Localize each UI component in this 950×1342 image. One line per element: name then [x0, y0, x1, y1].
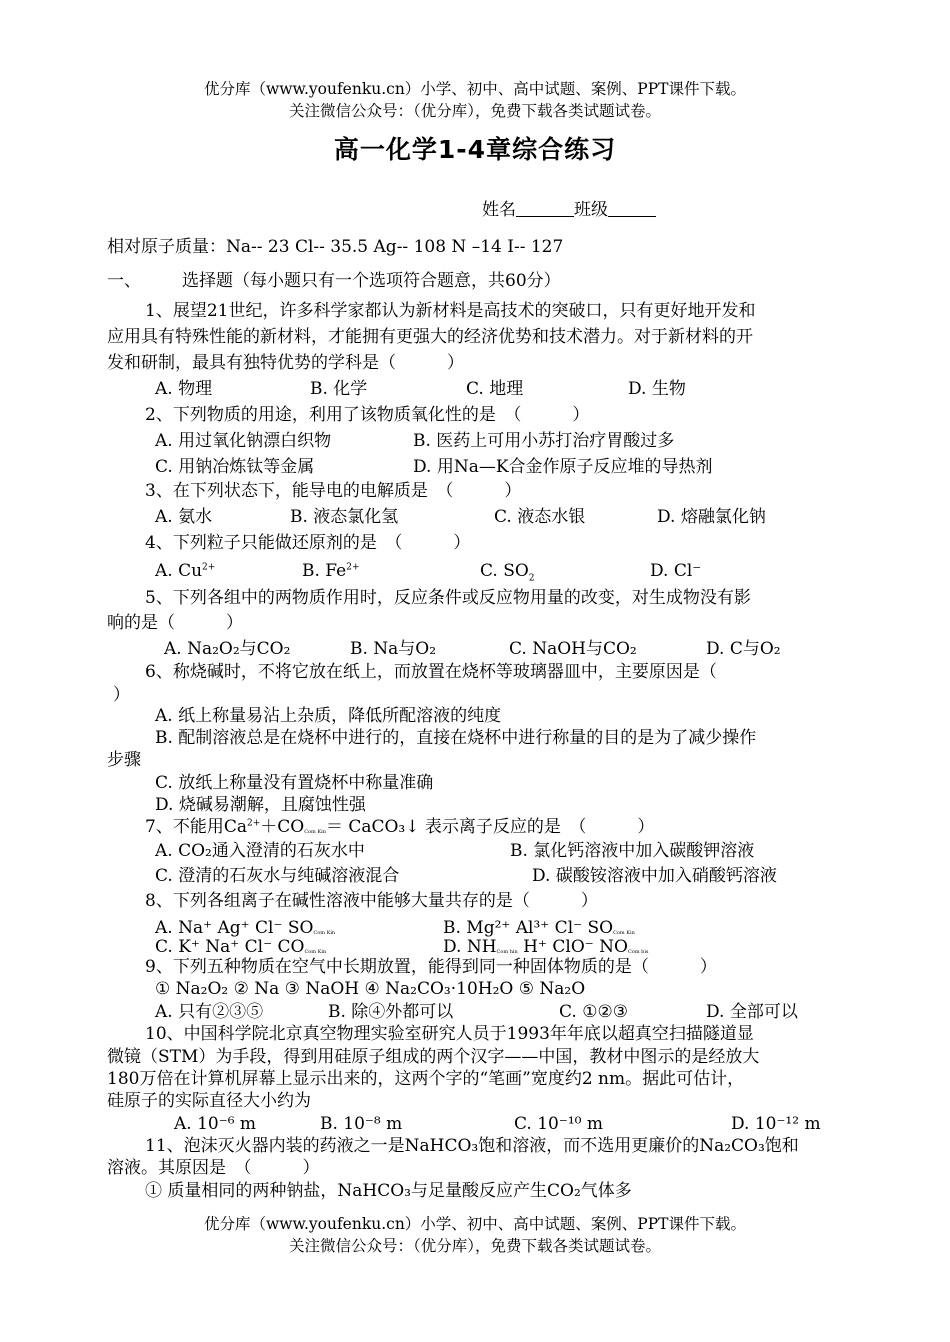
q10-line-2: 微镜（STM）为手段，得到用硅原子组成的两个汉字——中国，教材中图示的是经放大: [107, 1047, 760, 1067]
q9-option-c: C. ①②③: [559, 1002, 628, 1022]
q7-option-c: C. 澄清的石灰水与纯碱溶液混合: [155, 866, 400, 886]
footer-banner: [0, 1213, 950, 1257]
q10-option-d: D. 10⁻¹² m: [731, 1114, 821, 1134]
q4-c-subscript: 2: [528, 573, 535, 584]
q4-option-a: [155, 560, 215, 582]
q7-stem-part-2: ＋CO: [260, 817, 305, 837]
q4-b-charge: 2+: [346, 562, 360, 573]
q11-line-1: 11、泡沫灭火器内装的药液之一是NaHCO₃饱和溶液，而不选用更廉价的Na₂CO₃饱和: [145, 1136, 799, 1156]
q10-option-c: C. 10⁻¹⁰ m: [514, 1114, 603, 1134]
q8-b-text: B. Mg²⁺ Al³⁺ Cl⁻ SO: [443, 918, 614, 938]
q4-option-b: [302, 560, 360, 582]
q7-stem-part-3: ＝ CaCO₃↓ 表示离子反应的是 （ ）: [325, 817, 655, 837]
q6-option-a: A. 纸上称量易沾上杂质，降低所配溶液的纯度: [155, 706, 502, 726]
q8-a-garbled: Com Kin: [313, 930, 336, 936]
name-label: 姓名: [482, 200, 516, 220]
q7-option-d: D. 碳酸铵溶液中加入硝酸钙溶液: [532, 866, 777, 886]
q5-line-2: 响的是（ ）: [107, 613, 243, 633]
q8-stem: 8、下列各组离子在碱性溶液中能够大量共存的是（ ）: [145, 891, 598, 911]
q9-stem: 9、下列五种物质在空气中长期放置，能得到同一种固体物质的是（ ）: [145, 957, 717, 977]
q9-option-a: A. 只有②③⑤: [155, 1002, 264, 1022]
q4-option-d: D. Cl⁻: [650, 561, 702, 581]
q7-option-b: B. 氯化钙溶液中加入碳酸钾溶液: [510, 841, 755, 861]
q4-a-charge: 2+: [202, 562, 216, 573]
q5-option-b: B. Na与O₂: [350, 639, 437, 659]
q2-option-c: C. 用钠冶炼钛等金属: [155, 457, 315, 477]
class-blank: [608, 198, 656, 217]
q8-d-text-rest: H⁺ ClO⁻ NO: [517, 937, 628, 957]
q8-d-garbled-1: Com hin: [496, 949, 518, 955]
q8-d-text: D. NH: [443, 937, 497, 957]
banner-line-1: 优分库（www.youfenku.cn）小学、初中、高中试题、案例、PPT课件下载。: [203, 80, 747, 98]
q1-line-1: 1、展望21世纪，许多科学家都认为新材料是高技术的突破口，只有更好地开发和: [145, 301, 756, 321]
page-title: 高一化学1-4章综合练习: [333, 135, 617, 164]
q6-line-2: ）: [113, 685, 130, 705]
q9-option-d: D. 全部可以: [706, 1002, 798, 1022]
q7-option-a: A. CO₂通入澄清的石灰水中: [155, 841, 365, 861]
q10-line-1: 10、中国科学院北京真空物理实验室研究人员于1993年年底以超真空扫描隧道显: [145, 1024, 754, 1044]
q1-option-c: C. 地理: [466, 379, 524, 399]
q10-option-b: B. 10⁻⁸ m: [320, 1114, 403, 1134]
q5-option-d: D. C与O₂: [706, 639, 781, 659]
q4-option-c: [480, 560, 535, 582]
student-info: [482, 198, 656, 221]
atomic-mass-line: 相对原子质量：Na-- 23 Cl-- 35.5 Ag-- 108 N –14 I-- 127: [107, 237, 564, 257]
header-banner: [0, 78, 950, 122]
q2-option-d: D. 用Na—K合金作原子反应堆的导热剂: [413, 457, 713, 477]
q4-b-text: B. Fe: [302, 561, 347, 581]
q3-option-b: B. 液态氯化氢: [290, 507, 399, 527]
q8-d-garbled-2: Com bis: [627, 949, 649, 955]
q4-c-text: C. SO: [480, 561, 529, 581]
class-label: 班级: [574, 200, 608, 220]
footer-line-2: 关注微信公众号：（优分库），免费下载各类试题试卷。: [288, 1237, 661, 1255]
q6-line-1: 6、称烧碱时，不将它放在纸上，而放置在烧杯等玻璃器皿中，主要原因是（: [145, 662, 717, 682]
q3-stem: 3、在下列状态下，能导电的电解质是 （ ）: [145, 481, 522, 501]
q5-option-a: A. Na₂O₂与CO₂: [164, 639, 291, 659]
q3-option-c: C. 液态水银: [494, 507, 586, 527]
q10-line-3: 180万倍在计算机屏幕上显示出来的，这两个字的“笔画”宽度约2 nm。据此可估计，: [107, 1069, 745, 1089]
q2-stem: 2、下列物质的用途，利用了该物质氧化性的是 （ ）: [145, 405, 590, 425]
q8-a-text: A. Na⁺ Ag⁺ Cl⁻ SO: [155, 918, 314, 938]
q6-option-b-line-1: B. 配制溶液总是在烧杯中进行的，直接在烧杯中进行称量的目的是为了减少操作: [155, 728, 757, 748]
q3-option-a: A. 氨水: [155, 507, 213, 527]
q9-items: ① Na₂O₂ ② Na ③ NaOH ④ Na₂CO₃·10H₂O ⑤ Na₂O: [155, 979, 586, 999]
q4-stem: 4、下列粒子只能做还原剂的是 （ ）: [145, 533, 471, 553]
q8-option-c: [155, 936, 326, 958]
q3-option-d: D. 熔融氯化钠: [657, 507, 766, 527]
section-heading: 选择题（每小题只有一个选项符合题意，共60分）: [182, 271, 561, 291]
q11-line-2: 溶液。其原因是 （ ）: [107, 1158, 320, 1178]
q7-stem: [145, 816, 654, 838]
q1-line-2: 应用具有特殊性能的新材料，才能拥有更强大的经济优势和技术潜力。对于新材料的开: [107, 327, 753, 347]
q2-option-a: A. 用过氧化钠漂白织物: [155, 431, 332, 451]
q1-option-a: A. 物理: [155, 379, 213, 399]
q5-option-c: C. NaOH与CO₂: [509, 639, 637, 659]
q4-a-text: A. Cu: [155, 561, 203, 581]
q1-option-d: D. 生物: [628, 379, 686, 399]
q10-option-a: A. 10⁻⁶ m: [174, 1114, 257, 1134]
q9-option-b: B. 除④外都可以: [328, 1002, 454, 1022]
q7-stem-part-1: 7、不能用Ca: [145, 817, 247, 837]
q8-c-garbled: Com Kin: [304, 949, 327, 955]
q6-option-d: D. 烧碱易潮解，且腐蚀性强: [155, 795, 366, 815]
q8-c-text: C. K⁺ Na⁺ Cl⁻ CO: [155, 937, 305, 957]
q5-line-1: 5、下列各组中的两物质作用时，反应条件或反应物用量的改变，对生成物没有影: [145, 588, 751, 608]
q1-line-3: 发和研制，最具有独特优势的学科是（ ）: [107, 353, 464, 373]
q6-option-b-line-2: 步骤: [107, 750, 141, 770]
section-number: 一、: [107, 271, 141, 291]
q7-garbled-subscript: Com Kin: [304, 829, 326, 835]
q6-option-c: C. 放纸上称量没有置烧杯中称量准确: [155, 773, 434, 793]
q1-option-b: B. 化学: [310, 379, 368, 399]
q2-option-b: B. 医药上可用小苏打治疗胃酸过多: [413, 431, 675, 451]
banner-line-2: 关注微信公众号：（优分库），免费下载各类试题试卷。: [288, 102, 661, 120]
name-blank: [516, 198, 574, 217]
q8-option-d: [443, 936, 649, 958]
footer-line-1: 优分库（www.youfenku.cn）小学、初中、高中试题、案例、PPT课件下载。: [203, 1215, 747, 1233]
q8-b-garbled: Com Kin: [613, 930, 635, 936]
q10-line-4: 硅原子的实际直径大小约为: [107, 1091, 311, 1111]
q7-charge: 2+: [246, 818, 261, 829]
q11-item-1: ① 质量相同的两种钠盐，NaHCO₃与足量酸反应产生CO₂气体多: [145, 1181, 632, 1201]
